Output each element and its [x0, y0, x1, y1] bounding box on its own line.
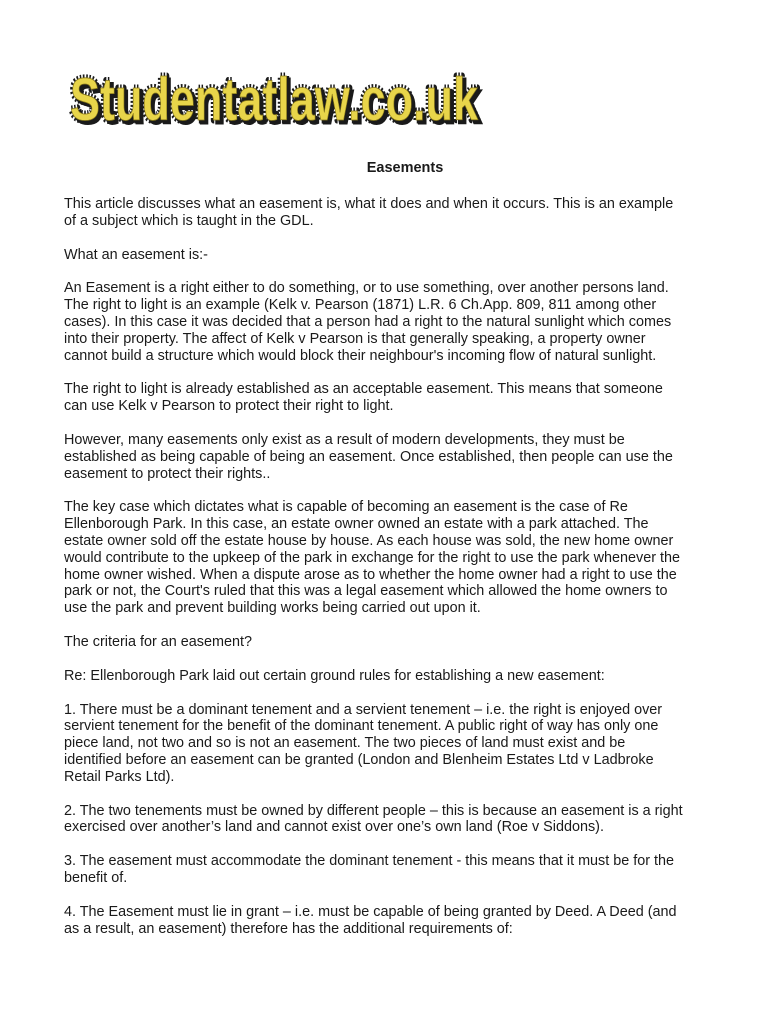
body-paragraph: An Easement is a right either to do something, or to use something, over another persons land. The right to light is an example (Kelk v. Pearson (1871) L.R. 6 Ch.App. 809, 811 among other cases). In this case it was decided that a person had a right to the natural sunlight which comes into their property. The affect of Kelk v Pearson is that generally speaking, a property owner cannot build a structure which would block their neighbour's incoming flow of natural sunlight. [64, 280, 672, 364]
logo-shadow-outer: Studentatlaw.co.uk [70, 66, 479, 133]
logo-graphic [62, 50, 492, 140]
body-paragraph: However, many easements only exist as a result of modern developments, they must be established as being capable of being an easement. Once established, then people can use the easement to protect their rights.. [64, 431, 673, 482]
body-paragraph: 4. The Easement must lie in grant – i.e. must be capable of being granted by Deed. A Deed (and as a result, an easement) therefore has the additional requirements of: [64, 903, 677, 937]
body-paragraph: The key case which dictates what is capable of becoming an easement is the case of Re Ellenborough Park. In this case, an estate owner owned an estate with a park attached. The estate owner sold off the estate house by house. As each house was sold, the new home owner would contribute to the upkeep of the park in exchange for the right to use the park whenever the home owner wished. When a dispute arose as to whether the home owner had a right to use the park or not, the Court's ruled that this was a legal easement which allowed the home owners to use the park and prevent building works being carried out upon it. [64, 499, 680, 617]
body-paragraph: The right to light is already established as an acceptable easement. This means that someone can use Kelk v Pearson to protect their right to light. [64, 381, 663, 415]
paragraph-gap [64, 786, 744, 803]
site-logo [62, 50, 492, 140]
logo-fill: Studentatlaw.co.uk [70, 66, 479, 133]
paragraph-gap [64, 836, 744, 853]
document-title: Easements [366, 160, 444, 176]
paragraph-gap [64, 887, 744, 904]
body-paragraph: 1. There must be a dominant tenement and a servient tenement – i.e. the right is enjoyed over servient tenement for the benefit of the dominant tenement. A public right of way has only one piece land, not two and so is not an easement. The two pieces of land must exist and be identified before an easement can be granted (London and Blenheim Estates Ltd v Ladbroke Retail Parks Ltd). [64, 701, 663, 785]
paragraph-gap [64, 364, 744, 381]
paragraph-gap [64, 685, 744, 702]
paragraph-gap [64, 263, 744, 280]
body-paragraph: 3. The easement must accommodate the dominant tenement - this means that it must be for the benefit of. [64, 853, 675, 886]
paragraph-gap [64, 415, 744, 432]
body-paragraph: 2. The two tenements must be owned by different people – this is because an easement is a right exercised over another’s land and cannot exist over one’s own land (Roe v Siddons). [64, 802, 683, 836]
paragraph-gap [64, 230, 744, 247]
body-paragraph: Re: Ellenborough Park laid out certain ground rules for establishing a new easement: [64, 667, 605, 684]
paragraph-gap [64, 617, 744, 634]
paragraph-gap [64, 651, 744, 668]
paragraph-gap [64, 482, 744, 499]
document-body [64, 196, 744, 937]
logo-shadow: Studentatlaw.co.uk [73, 69, 482, 136]
body-paragraph: What an easement is:- [64, 246, 208, 263]
body-paragraph: The criteria for an easement? [64, 633, 252, 650]
body-paragraph: This article discusses what an easement is, what it does and when it occurs. This is an example of a subject which is taught in the GDL. [64, 196, 674, 229]
